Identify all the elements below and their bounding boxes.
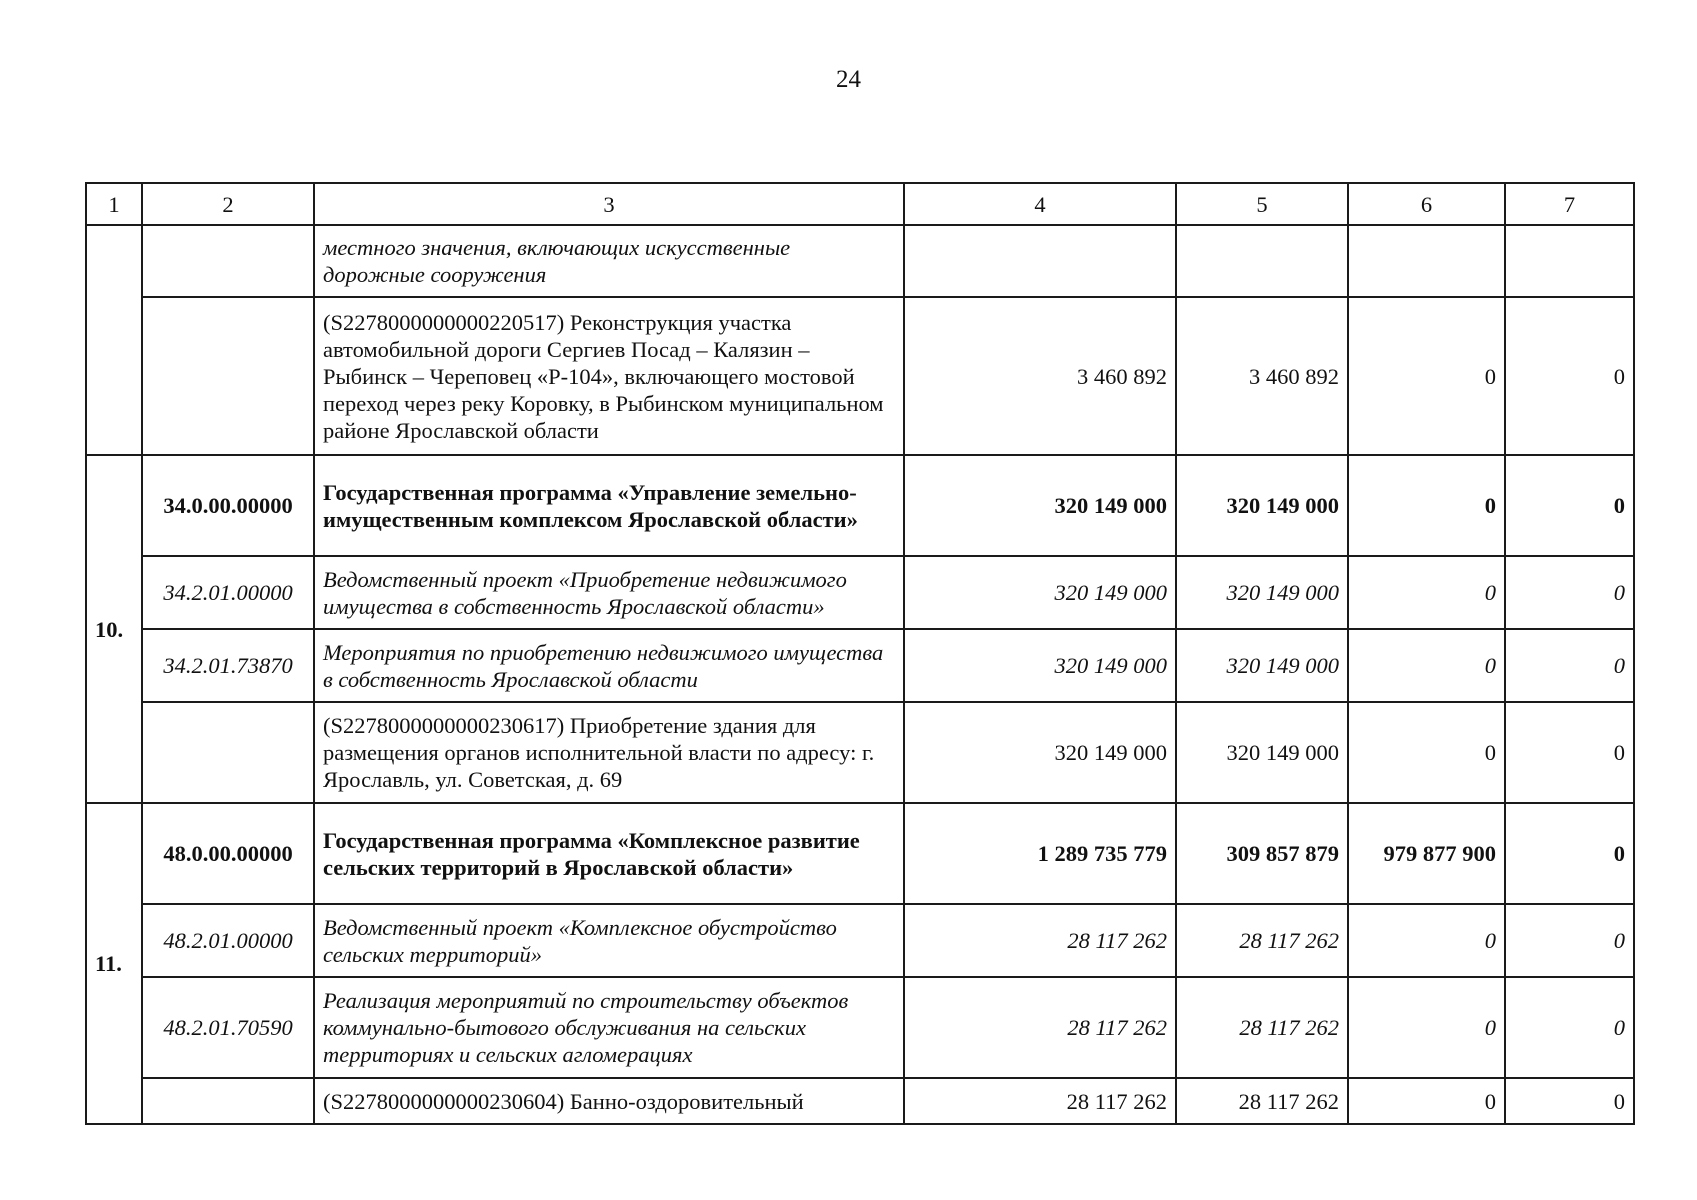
column-header-1: 1 [86, 183, 142, 225]
row-value-col6: 979 877 900 [1348, 803, 1505, 904]
table-header-row [86, 183, 1634, 225]
table-row [86, 556, 1634, 629]
row-number [86, 225, 142, 455]
budget-table [85, 182, 1635, 1125]
row-value-col5: 28 117 262 [1176, 977, 1348, 1078]
row-value-col4: 320 149 000 [904, 455, 1176, 556]
row-value-col4 [904, 225, 1176, 297]
row-value-col7: 0 [1505, 803, 1634, 904]
column-header-7: 7 [1505, 183, 1634, 225]
column-header-5: 5 [1176, 183, 1348, 225]
row-description: (S2278000000000220517) Реконструкция участка автомобильной дороги Сергиев Посад – Калязин – Рыбинск – Череповец «Р-104», включающего мостовой переход через реку Коровку, в Рыбинском муниципальном районе Ярославской области [314, 297, 904, 455]
row-code: 48.0.00.00000 [142, 803, 314, 904]
row-value-col5: 3 460 892 [1176, 297, 1348, 455]
row-value-col6: 0 [1348, 977, 1505, 1078]
row-code: 34.0.00.00000 [142, 455, 314, 556]
row-value-col7: 0 [1505, 702, 1634, 803]
row-code [142, 702, 314, 803]
table-row [86, 1078, 1634, 1124]
row-value-col4: 1 289 735 779 [904, 803, 1176, 904]
row-value-col7: 0 [1505, 556, 1634, 629]
row-value-col4: 320 149 000 [904, 702, 1176, 803]
row-value-col7: 0 [1505, 297, 1634, 455]
row-value-col6 [1348, 225, 1505, 297]
row-value-col7: 0 [1505, 1078, 1634, 1124]
table-row [86, 455, 1634, 556]
row-value-col4: 320 149 000 [904, 629, 1176, 702]
row-description: Государственная программа «Управление земельно-имущественным комплексом Ярославской области» [314, 455, 904, 556]
row-code: 48.2.01.00000 [142, 904, 314, 977]
table-row [86, 904, 1634, 977]
column-header-2: 2 [142, 183, 314, 225]
row-description: Реализация мероприятий по строительству объектов коммунально-бытового обслуживания на сельских территориях и сельских агломерациях [314, 977, 904, 1078]
row-value-col6: 0 [1348, 297, 1505, 455]
table-row [86, 803, 1634, 904]
row-value-col6: 0 [1348, 455, 1505, 556]
table-body [86, 225, 1634, 1124]
row-value-col5: 320 149 000 [1176, 629, 1348, 702]
table-row [86, 977, 1634, 1078]
column-header-3: 3 [314, 183, 904, 225]
row-description: (S2278000000000230604) Банно-оздоровительный [314, 1078, 904, 1124]
row-description: Мероприятия по приобретению недвижимого имущества в собственность Ярославской области [314, 629, 904, 702]
row-value-col6: 0 [1348, 702, 1505, 803]
row-value-col5: 320 149 000 [1176, 556, 1348, 629]
row-value-col5: 309 857 879 [1176, 803, 1348, 904]
row-value-col4: 28 117 262 [904, 904, 1176, 977]
row-value-col7: 0 [1505, 455, 1634, 556]
row-value-col7 [1505, 225, 1634, 297]
table-row [86, 629, 1634, 702]
row-value-col7: 0 [1505, 629, 1634, 702]
row-value-col6: 0 [1348, 904, 1505, 977]
row-value-col5 [1176, 225, 1348, 297]
row-value-col4: 28 117 262 [904, 1078, 1176, 1124]
row-value-col5: 320 149 000 [1176, 702, 1348, 803]
row-description: Ведомственный проект «Комплексное обустройство сельских территорий» [314, 904, 904, 977]
row-code [142, 1078, 314, 1124]
row-description: Ведомственный проект «Приобретение недвижимого имущества в собственность Ярославской области» [314, 556, 904, 629]
row-value-col5: 28 117 262 [1176, 1078, 1348, 1124]
row-value-col6: 0 [1348, 1078, 1505, 1124]
row-number: 10. [86, 455, 142, 803]
row-value-col5: 320 149 000 [1176, 455, 1348, 556]
row-value-col5: 28 117 262 [1176, 904, 1348, 977]
row-code [142, 297, 314, 455]
table-row [86, 702, 1634, 803]
row-code [142, 225, 314, 297]
table-row [86, 297, 1634, 455]
row-description: (S2278000000000230617) Приобретение здания для размещения органов исполнительной власти по адресу: г. Ярославль, ул. Советская, д. 69 [314, 702, 904, 803]
row-description: Государственная программа «Комплексное развитие сельских территорий в Ярославской области» [314, 803, 904, 904]
row-description: местного значения, включающих искусственные дорожные сооружения [314, 225, 904, 297]
row-value-col4: 28 117 262 [904, 977, 1176, 1078]
column-header-6: 6 [1348, 183, 1505, 225]
row-value-col6: 0 [1348, 556, 1505, 629]
row-value-col7: 0 [1505, 977, 1634, 1078]
row-value-col6: 0 [1348, 629, 1505, 702]
row-code: 34.2.01.73870 [142, 629, 314, 702]
row-code: 34.2.01.00000 [142, 556, 314, 629]
table-row [86, 225, 1634, 297]
row-code: 48.2.01.70590 [142, 977, 314, 1078]
row-value-col7: 0 [1505, 904, 1634, 977]
row-value-col4: 3 460 892 [904, 297, 1176, 455]
row-value-col4: 320 149 000 [904, 556, 1176, 629]
row-number: 11. [86, 803, 142, 1124]
column-header-4: 4 [904, 183, 1176, 225]
page-number: 24 [836, 66, 861, 93]
